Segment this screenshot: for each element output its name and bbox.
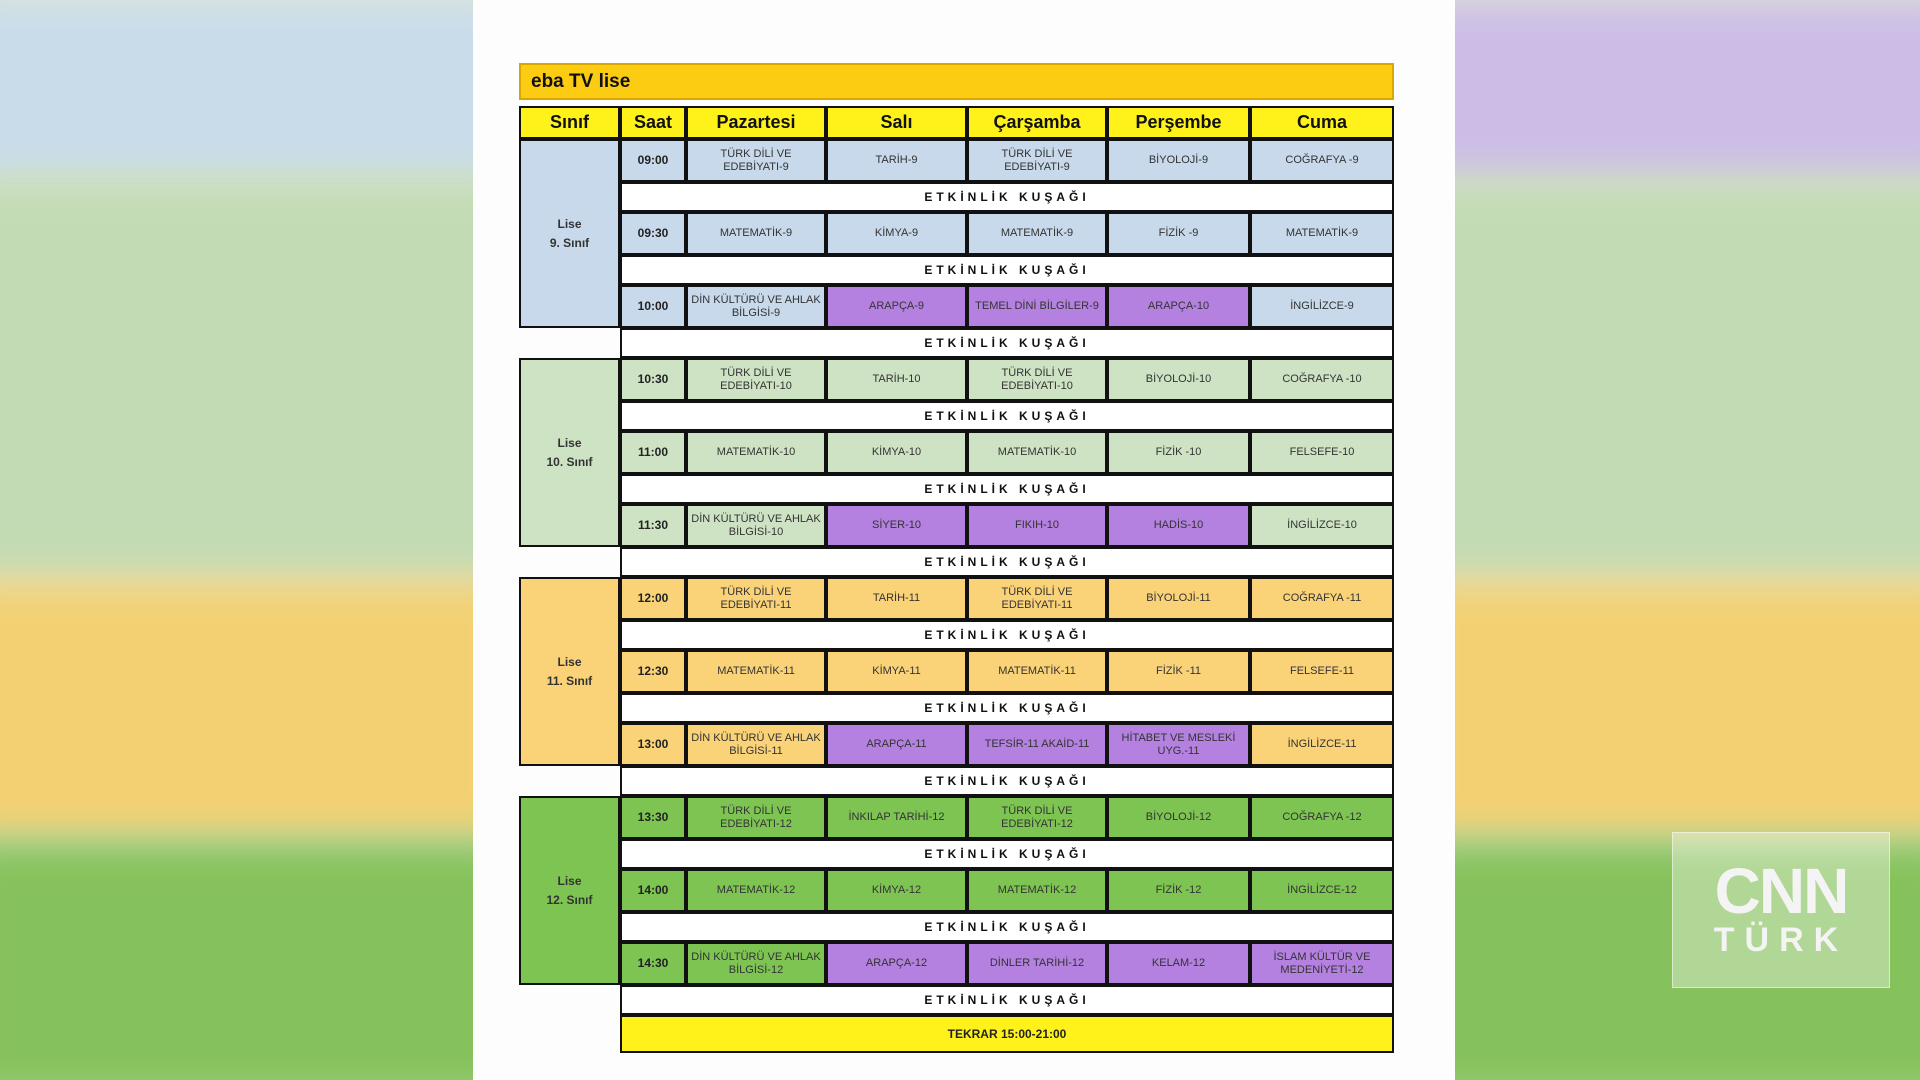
activity-break: ETKİNLİK KUŞAĞI [620, 182, 1394, 212]
lesson-cell: İNGİLİZCE-10 [1250, 504, 1394, 547]
lesson-cell: TÜRK DİLİ VE EDEBİYATI-11 [686, 577, 826, 620]
activity-break: ETKİNLİK KUŞAĞI [620, 547, 1394, 577]
lesson-cell: COĞRAFYA -12 [1250, 796, 1394, 839]
lesson-cell: DİN KÜLTÜRÜ VE AHLAK BİLGİSİ-10 [686, 504, 826, 547]
lesson-cell: FELSEFE-10 [1250, 431, 1394, 474]
time-slot: 09:30 [620, 212, 686, 255]
lesson-cell: DİN KÜLTÜRÜ VE AHLAK BİLGİSİ-12 [686, 942, 826, 985]
time-slot: 13:30 [620, 796, 686, 839]
lesson-cell: MATEMATİK-12 [686, 869, 826, 912]
column-header: Salı [826, 106, 967, 139]
activity-break: ETKİNLİK KUŞAĞI [620, 474, 1394, 504]
lesson-cell: HİTABET VE MESLEKİ UYG.-11 [1107, 723, 1250, 766]
time-slot: 11:00 [620, 431, 686, 474]
lesson-cell: TÜRK DİLİ VE EDEBİYATI-12 [967, 796, 1107, 839]
time-slot: 10:30 [620, 358, 686, 401]
lesson-cell: DİN KÜLTÜRÜ VE AHLAK BİLGİSİ-9 [686, 285, 826, 328]
lesson-cell: HADİS-10 [1107, 504, 1250, 547]
time-slot: 09:00 [620, 139, 686, 182]
lesson-cell: FİZİK -10 [1107, 431, 1250, 474]
lesson-cell: TARİH-10 [826, 358, 967, 401]
lesson-cell: ARAPÇA-9 [826, 285, 967, 328]
activity-break: ETKİNLİK KUŞAĞI [620, 985, 1394, 1015]
grade-label-line2: 11. Sınıf [546, 673, 593, 688]
time-slot: 14:00 [620, 869, 686, 912]
background-left [0, 0, 473, 1080]
lesson-cell: İNGİLİZCE-11 [1250, 723, 1394, 766]
lesson-cell: DİNLER TARİHİ-12 [967, 942, 1107, 985]
activity-break: ETKİNLİK KUŞAĞI [620, 328, 1394, 358]
lesson-cell: FİZİK -11 [1107, 650, 1250, 693]
lesson-cell: MATEMATİK-9 [686, 212, 826, 255]
lesson-cell: TÜRK DİLİ VE EDEBİYATI-11 [967, 577, 1107, 620]
lesson-cell: COĞRAFYA -10 [1250, 358, 1394, 401]
lesson-cell: MATEMATİK-9 [1250, 212, 1394, 255]
lesson-cell: TEMEL DİNİ BİLGİLER-9 [967, 285, 1107, 328]
repeat-notice: TEKRAR 15:00-21:00 [620, 1015, 1394, 1053]
lesson-cell: FELSEFE-11 [1250, 650, 1394, 693]
grade-label-line1: Lise [557, 216, 582, 231]
column-header: Çarşamba [967, 106, 1107, 139]
grade-label-line2: 12. Sınıf [546, 892, 593, 907]
grade-label [519, 577, 620, 766]
lesson-cell: TARİH-9 [826, 139, 967, 182]
lesson-cell: DİN KÜLTÜRÜ VE AHLAK BİLGİSİ-11 [686, 723, 826, 766]
grade-label-line1: Lise [557, 873, 582, 888]
time-slot: 11:30 [620, 504, 686, 547]
lesson-cell: KİMYA-11 [826, 650, 967, 693]
grade-label-line1: Lise [557, 654, 582, 669]
activity-break: ETKİNLİK KUŞAĞI [620, 693, 1394, 723]
lesson-cell: FİZİK -9 [1107, 212, 1250, 255]
lesson-cell: BİYOLOJİ-9 [1107, 139, 1250, 182]
logo-line2: TÜRK [1713, 920, 1849, 959]
lesson-cell: TÜRK DİLİ VE EDEBİYATI-10 [686, 358, 826, 401]
lesson-cell: BİYOLOJİ-12 [1107, 796, 1250, 839]
lesson-cell: TÜRK DİLİ VE EDEBİYATI-9 [686, 139, 826, 182]
schedule-title: eba TV lise [519, 63, 1394, 100]
activity-break: ETKİNLİK KUŞAĞI [620, 401, 1394, 431]
lesson-cell: MATEMATİK-9 [967, 212, 1107, 255]
lesson-cell: COĞRAFYA -9 [1250, 139, 1394, 182]
lesson-cell: İSLAM KÜLTÜR VE MEDENİYETİ-12 [1250, 942, 1394, 985]
cnnturk-logo-icon [1672, 832, 1890, 988]
lesson-cell: MATEMATİK-11 [686, 650, 826, 693]
lesson-cell: İNKILAP TARİHİ-12 [826, 796, 967, 839]
grade-label-line2: 9. Sınıf [549, 235, 590, 250]
time-slot: 12:30 [620, 650, 686, 693]
lesson-cell: TÜRK DİLİ VE EDEBİYATI-9 [967, 139, 1107, 182]
column-header: Pazartesi [686, 106, 826, 139]
column-header: Cuma [1250, 106, 1394, 139]
lesson-cell: TEFSİR-11 AKAİD-11 [967, 723, 1107, 766]
time-slot: 14:30 [620, 942, 686, 985]
activity-break: ETKİNLİK KUŞAĞI [620, 912, 1394, 942]
lesson-cell: KELAM-12 [1107, 942, 1250, 985]
lesson-cell: FIKIH-10 [967, 504, 1107, 547]
column-header: Perşembe [1107, 106, 1250, 139]
lesson-cell: FİZİK -12 [1107, 869, 1250, 912]
grade-label [519, 358, 620, 547]
grade-label-line1: Lise [557, 435, 582, 450]
lesson-cell: SİYER-10 [826, 504, 967, 547]
lesson-cell: ARAPÇA-12 [826, 942, 967, 985]
lesson-cell: MATEMATİK-10 [967, 431, 1107, 474]
lesson-cell: MATEMATİK-10 [686, 431, 826, 474]
time-slot: 12:00 [620, 577, 686, 620]
lesson-cell: COĞRAFYA -11 [1250, 577, 1394, 620]
grade-label-line2: 10. Sınıf [546, 454, 593, 469]
lesson-cell: ARAPÇA-10 [1107, 285, 1250, 328]
lesson-cell: TÜRK DİLİ VE EDEBİYATI-10 [967, 358, 1107, 401]
lesson-cell: TARİH-11 [826, 577, 967, 620]
lesson-cell: MATEMATİK-12 [967, 869, 1107, 912]
time-slot: 13:00 [620, 723, 686, 766]
grade-label [519, 796, 620, 985]
logo-line1: CNN [1714, 854, 1848, 927]
lesson-cell: BİYOLOJİ-10 [1107, 358, 1250, 401]
grade-label [519, 139, 620, 328]
lesson-cell: KİMYA-12 [826, 869, 967, 912]
lesson-cell: TÜRK DİLİ VE EDEBİYATI-12 [686, 796, 826, 839]
lesson-cell: KİMYA-10 [826, 431, 967, 474]
column-header: Saat [620, 106, 686, 139]
lesson-cell: ARAPÇA-11 [826, 723, 967, 766]
activity-break: ETKİNLİK KUŞAĞI [620, 839, 1394, 869]
activity-break: ETKİNLİK KUŞAĞI [620, 766, 1394, 796]
lesson-cell: KİMYA-9 [826, 212, 967, 255]
lesson-cell: BİYOLOJİ-11 [1107, 577, 1250, 620]
schedule-table [519, 63, 1394, 1053]
time-slot: 10:00 [620, 285, 686, 328]
lesson-cell: İNGİLİZCE-12 [1250, 869, 1394, 912]
schedule-grid [519, 106, 1394, 1053]
column-header: Sınıf [519, 106, 620, 139]
activity-break: ETKİNLİK KUŞAĞI [620, 620, 1394, 650]
lesson-cell: MATEMATİK-11 [967, 650, 1107, 693]
lesson-cell: İNGİLİZCE-9 [1250, 285, 1394, 328]
activity-break: ETKİNLİK KUŞAĞI [620, 255, 1394, 285]
